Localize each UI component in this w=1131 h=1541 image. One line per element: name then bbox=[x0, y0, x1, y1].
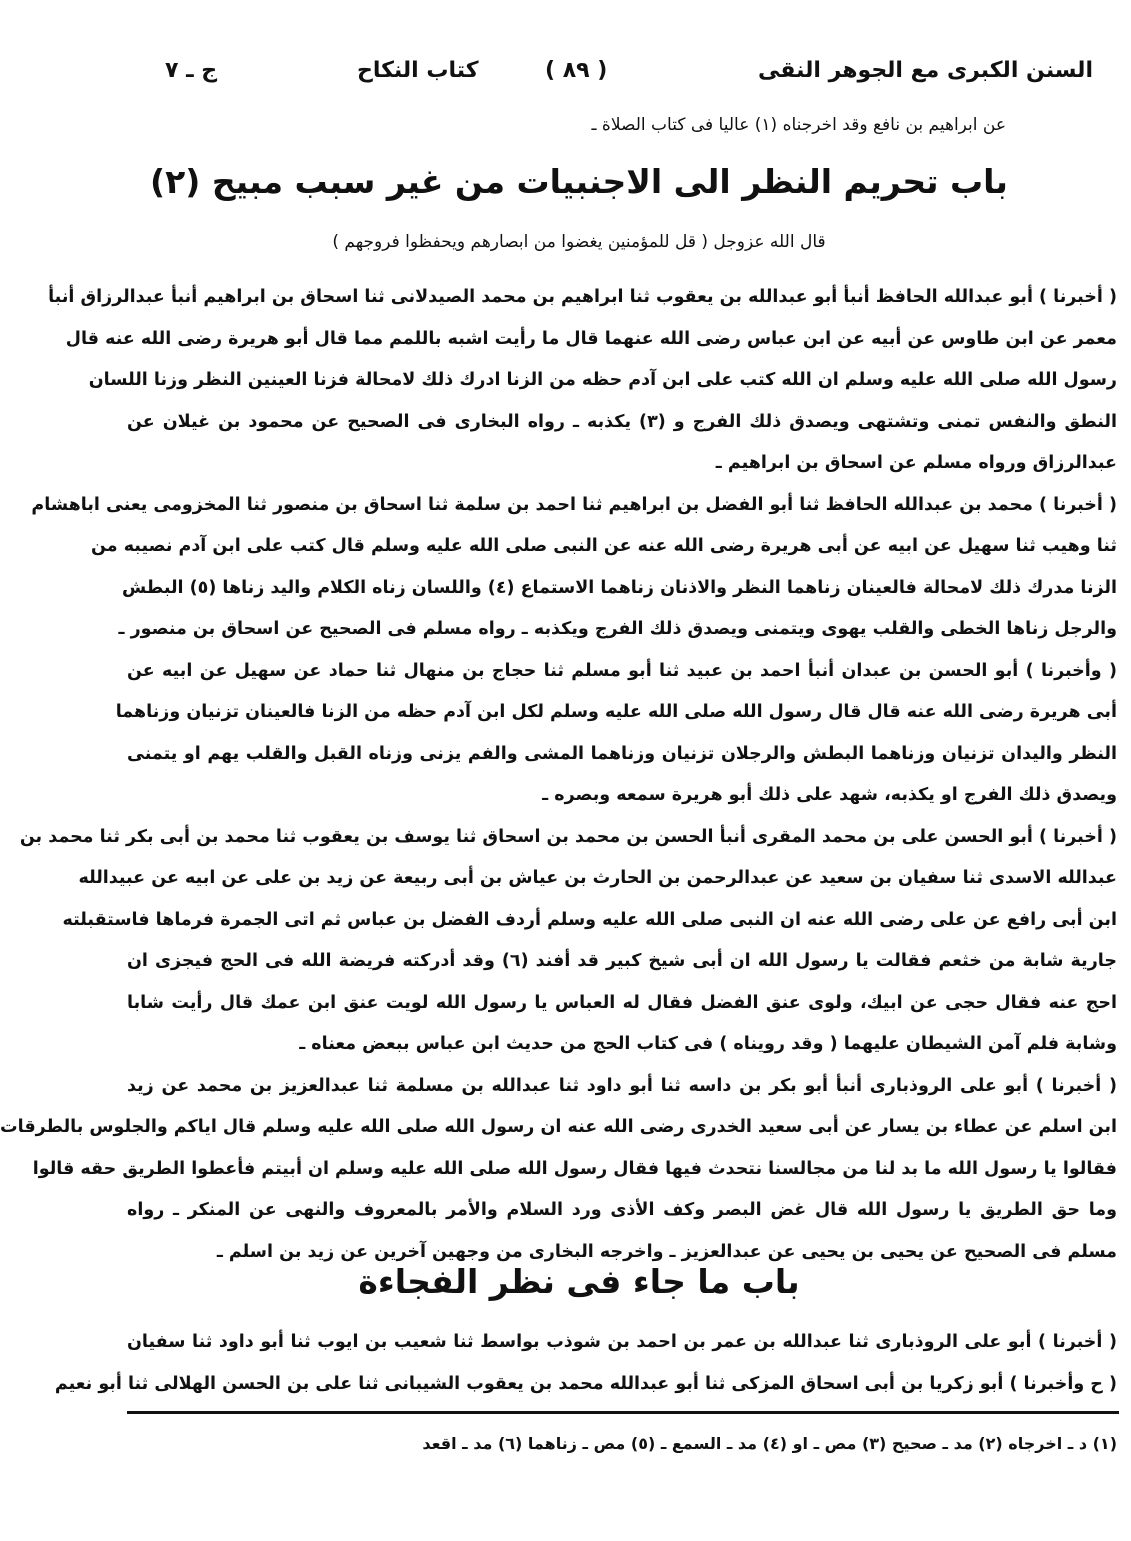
text-line: فقالوا يا رسول الله ما بد لنا من مجالسنا نتحدث فيها فقال رسول الله صلى الله عليه وسلم ان أبيتم فأعطوا الطريق حقه قالوا bbox=[32, 1158, 1117, 1179]
text-line: ( أخبرنا ) أبو الحسن على بن محمد المقرى أنبأ الحسن بن محمد بن اسحاق ثنا يوسف بن يعقوب ثنا محمد بن أبى بكر ثنا محمد بن bbox=[19, 826, 1117, 847]
text-line: الزنا مدرك ذلك لامحالة فالعينان زناهما النظر والاذنان زناهما الاستماع (٤) واللسان زناه الكلام واليد زناها (٥) البطش bbox=[122, 577, 1117, 598]
text-line: ( ح وأخبرنا ) أبو زكريا بن أبى اسحاق المزكى ثنا أبو عبدالله محمد بن يعقوب الشيبانى ثنا على بن الحسن الهلالى ثنا أبو نعيم bbox=[54, 1373, 1117, 1394]
text-line: احج عنه فقال حجى عن ابيك، ولوى عنق الفضل فقال له العباس يا رسول الله لويت عنق ابن عمك قال رأيت شابا bbox=[127, 992, 1117, 1013]
intro-line: عن ابراهيم بن نافع وقد اخرجناه (١) عاليا فى كتاب الصلاة ـ bbox=[591, 115, 1006, 135]
section-1-body bbox=[0, 277, 1118, 1273]
text-line: والرجل زناها الخطى والقلب يهوى ويتمنى ويصدق ذلك الفرج ويكذبه ـ رواه مسلم فى الصحيح عن اسحاق بن منصور ـ bbox=[118, 619, 1117, 639]
section-title-2: باب ما جاء فى نظر الفجاءة bbox=[358, 1262, 800, 1301]
section-title-1: باب تحريم النظر الى الاجنبيات من غير سبب مبيح (٢) bbox=[150, 162, 1008, 201]
text-line: مسلم فى الصحيح عن يحيى بن يحيى عن عبدالعزيز ـ واخرجه البخارى من وجهين آخرين عن زيد بن اسلم ـ bbox=[216, 1241, 1117, 1262]
text-line: النطق والنفس تمنى وتشتهى ويصدق ذلك الفرج و (٣) يكذبه ـ رواه البخارى فى الصحيح عن محمود بن غيلان عن bbox=[127, 411, 1118, 432]
text-line: ثنا وهيب ثنا سهيل عن ابيه عن أبى هريرة رضى الله عنه عن النبى صلى الله عليه وسلم قال كتب على ابن آدم نصيبه من bbox=[91, 536, 1117, 556]
text-line: ( أخبرنا ) أبو على الروذبارى أنبأ أبو بكر بن داسه ثنا أبو داود ثنا عبدالله بن مسلمة ثنا عبدالعزيز بن محمد عن زيد bbox=[127, 1075, 1117, 1096]
text-line: وشابة فلم آمن الشيطان عليهما ( وقد رويناه ) فى كتاب الحج من حديث ابن عباس ببعض معناه ـ bbox=[299, 1034, 1117, 1054]
text-line: معمر عن ابن طاوس عن أبيه عن ابن عباس رضى الله عنهما قال ما رأيت اشبه باللمم مما قال أبو هريرة رضى الله عنه قال bbox=[65, 328, 1117, 349]
text-line: جارية شابة من خثعم فقالت يا رسول الله ان أبى شيخ كبير قد أفند (٦) وقد أدركته فريضة الله فى الحج فيجزى ان bbox=[127, 951, 1117, 971]
text-line: ويصدق ذلك الفرج او يكذبه، شهد على ذلك أبو هريرة سمعه وبصره ـ bbox=[542, 785, 1117, 805]
footnote-divider bbox=[127, 1411, 1119, 1414]
text-line: عبدالله الاسدى ثنا سفيان بن سعيد عن عبدالرحمن بن الحارث بن عياش بن أبى ربيعة عن زيد بن على عن ابيه عن عبيدالله bbox=[78, 868, 1117, 888]
text-line: ( أخبرنا ) أبو عبدالله الحافظ أنبأ أبو عبدالله بن يعقوب ثنا ابراهيم بن محمد الصيدلانى ثنا اسحاق بن ابراهيم أنبأ عبدالرزاق أنبأ bbox=[48, 287, 1117, 307]
page-number: ( ٨٩ ) bbox=[545, 58, 608, 83]
quran-verse: قال الله عزوجل ( قل للمؤمنين يغضوا من ابصارهم ويحفظوا فروجهم ) bbox=[332, 232, 826, 252]
text-line: رسول الله صلى الله عليه وسلم ان الله كتب على ابن آدم حظه من الزنا ادرك ذلك لامحالة فزنا العينين النظر وزنا اللسان bbox=[88, 370, 1117, 390]
text-line: ابن اسلم عن عطاء بن يسار عن أبى سعيد الخدرى رضى الله عنه ان رسول الله صلى الله عليه وسلم قال اياكم والجلوس بالطرقات bbox=[0, 1117, 1117, 1137]
text-line: ( وأخبرنا ) أبو الحسن بن عبدان أنبأ احمد بن عبيد ثنا أبو مسلم ثنا حجاج بن منهال ثنا حماد عن سهيل عن ابيه عن bbox=[127, 660, 1117, 681]
book-title: السنن الكبرى مع الجوهر النقى bbox=[758, 58, 1093, 83]
text-line: ( أخبرنا ) محمد بن عبدالله الحافظ ثنا أبو الفضل بن ابراهيم ثنا احمد بن سلمة ثنا اسحاق بن منصور ثنا المخزومى يعنى اباهشام bbox=[31, 494, 1117, 515]
text-line: وما حق الطريق يا رسول الله قال غض البصر وكف الأذى ورد السلام والأمر بالمعروف والنهى عن المنكر ـ رواه bbox=[127, 1200, 1117, 1220]
text-line: أبى هريرة رضى الله عنه قال قال رسول الله صلى الله عليه وسلم لكل ابن آدم حظه من الزنا فالعينان تزنيان وزناهما bbox=[115, 702, 1117, 722]
text-line: عبدالرزاق ورواه مسلم عن اسحاق بن ابراهيم ـ bbox=[715, 453, 1117, 473]
volume-number: ج ـ ٧ bbox=[165, 58, 218, 83]
chapter-name: كتاب النكاح bbox=[357, 58, 479, 83]
text-line: ( أخبرنا ) أبو على الروذبارى ثنا عبدالله بن عمر بن احمد بن شوذب بواسط ثنا شعيب بن ايوب ثنا أبو داود ثنا سفيان bbox=[127, 1332, 1117, 1352]
text-line: ابن أبى رافع عن على رضى الله عنه ان النبى صلى الله عليه وسلم أردف الفضل بن عباس ثم اتى الجمرة فرماها فاستقبلته bbox=[62, 909, 1117, 930]
text-line: النظر واليدان تزنيان وزناهما البطش والرجلان تزنيان وزناهما المشى والفم يزنى وزناه القبل والقلب يهم او يتمنى bbox=[127, 743, 1117, 764]
footnotes: (١) د ـ اخرجاه (٢) مد ـ صحيح (٣) مص ـ او (٤) مد ـ السمع ـ (٥) مص ـ زناهما (٦) مد ـ اقعد bbox=[422, 1434, 1117, 1453]
section-2-body bbox=[54, 1322, 1117, 1405]
